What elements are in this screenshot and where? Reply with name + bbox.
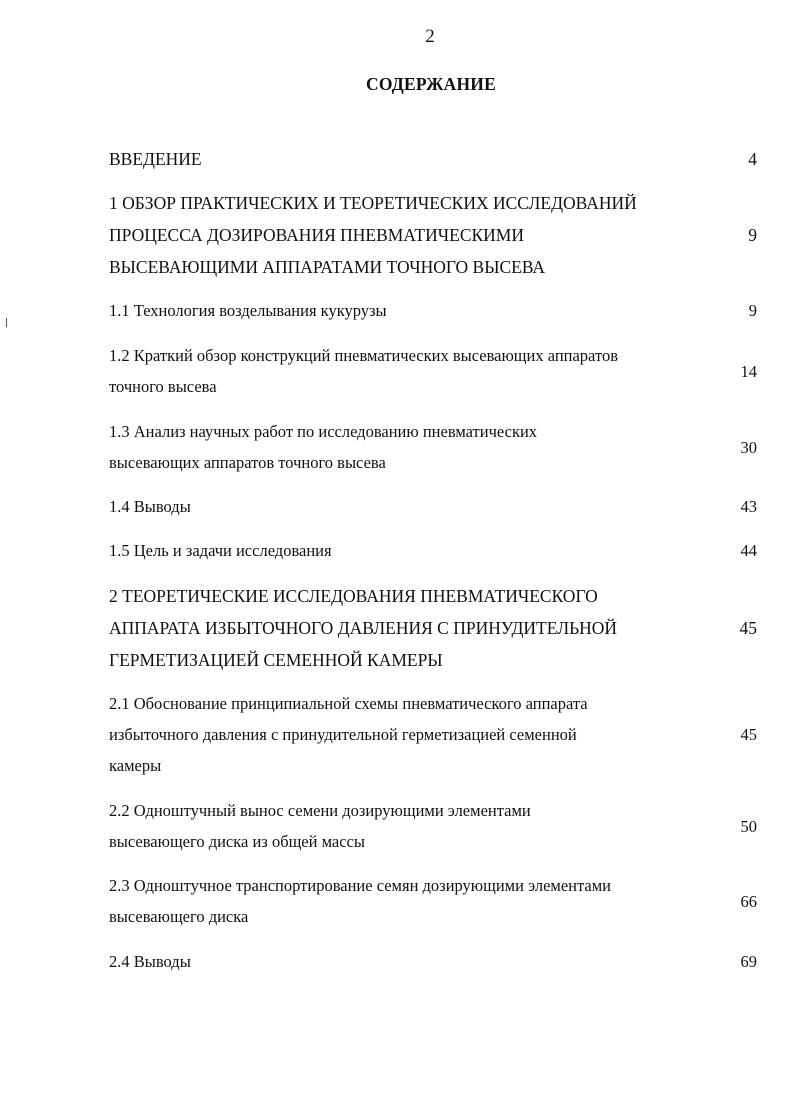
toc-page-number: 30 [740,438,757,457]
toc-entry-text: 1.3 Анализ научных работ по исследованию пневматических [109,422,538,441]
toc-entry-text: ПРОЦЕССА ДОЗИРОВАНИЯ ПНЕВМАТИЧЕСКИМИ [109,225,525,245]
toc-entry-section-1-1 [109,295,757,326]
toc-entry-text: 1.5 Цель и задачи исследования [109,541,332,560]
toc-entry-text: точного высева [109,377,217,396]
toc-entry-text: высевающего диска из общей массы [109,832,365,851]
toc-entry-text: ГЕРМЕТИЗАЦИЕЙ СЕМЕННОЙ КАМЕРЫ [109,650,443,670]
toc-page-number: 43 [740,497,757,516]
page-number: 2 [425,26,435,47]
toc-entry-section-1-4 [109,491,757,522]
toc-entry-text: АППАРАТА ИЗБЫТОЧНОГО ДАВЛЕНИЯ С ПРИНУДИТЕЛЬНОЙ [109,618,618,638]
page-title: СОДЕРЖАНИЕ [365,74,496,94]
toc-entry-chapter-1 [109,187,757,283]
toc-page-number: 44 [740,541,757,560]
toc-page-number: 66 [740,892,757,911]
toc-page-number: 45 [739,618,757,638]
toc-entry-section-2-2 [109,795,757,857]
toc-entry-section-1-5 [109,535,757,566]
toc-entry-text: 1.1 Технология возделывания кукурузы [109,301,387,320]
toc-entry-section-1-2 [109,340,757,402]
toc-entry-text: 1 ОБЗОР ПРАКТИЧЕСКИХ И ТЕОРЕТИЧЕСКИХ ИССЛЕДОВАНИЙ [109,193,637,213]
toc-entry-text: 1.2 Краткий обзор конструкций пневматических высевающих аппаратов [109,346,618,365]
toc-entry-text: 2.3 Одноштучное транспортирование семян дозирующими элементами [109,876,612,895]
toc-page-number: 69 [740,952,757,971]
toc-page-number: 9 [748,301,757,320]
toc-page-number: 9 [748,225,757,245]
toc-entry-text: ВЫСЕВАЮЩИМИ АППАРАТАМИ ТОЧНОГО ВЫСЕВА [109,257,546,277]
toc-page-number: 50 [740,817,757,836]
toc-entry-text: 1.4 Выводы [109,497,191,516]
toc-entry-text: 2.2 Одноштучный вынос семени дозирующими элементами [109,801,531,820]
toc-entry-text: ВВЕДЕНИЕ [109,149,202,169]
toc-entry-section-2-3 [109,870,757,932]
toc-entry-text: 2.1 Обоснование принципиальной схемы пневматического аппарата [109,694,588,713]
toc-entry-section-2-4 [109,946,757,977]
toc-entry-text: избыточного давления с принудительной герметизацией семенной [109,725,577,744]
toc-entry-section-1-3 [109,416,757,478]
toc-entry-text: 2.4 Выводы [109,952,191,971]
toc-entry-text: 2 ТЕОРЕТИЧЕСКИЕ ИССЛЕДОВАНИЯ ПНЕВМАТИЧЕСКОГО [109,586,598,606]
toc-entry-chapter-2 [109,580,757,676]
toc-page-number: 45 [740,725,757,744]
toc-page-number: 4 [748,149,757,169]
margin-mark [6,318,7,327]
toc-entry-introduction [109,143,757,175]
toc-entry-text: высевающего диска [109,907,249,926]
toc-entry-text: высевающих аппаратов точного высева [109,453,386,472]
toc-page-number: 14 [740,362,757,381]
toc-entry-section-2-1 [109,688,757,781]
toc-entry-text: камеры [109,756,162,775]
